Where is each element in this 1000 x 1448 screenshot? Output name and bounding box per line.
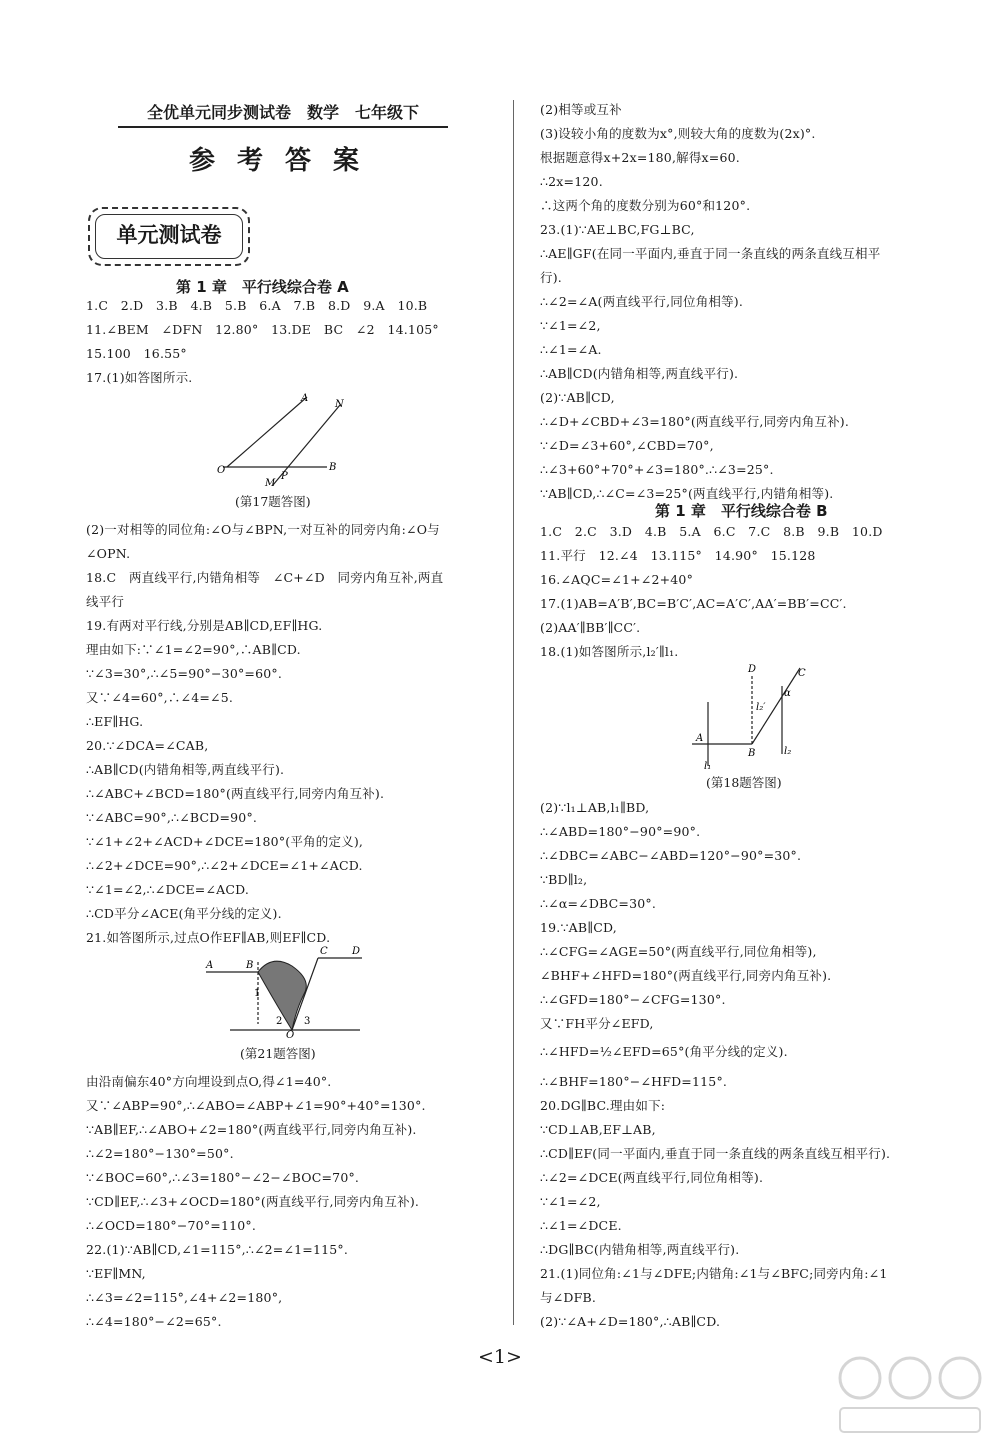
right-col-line: ∵∠1=∠2, [540,1194,601,1209]
right-col-line: ∴∠1=∠A. [540,342,602,357]
left-col-line: ∵∠ABC=90°,∴∠BCD=90°. [86,810,258,825]
fig18-label-b: B [748,748,756,759]
right-col-line: (3)设较小角的度数为x°,则较大角的度数为(2x)°. [540,126,816,141]
right-col-line: ∵CD⊥AB,EF⊥AB, [540,1122,656,1137]
right-col-line: 又∵FH平分∠EFD, [540,1016,654,1031]
right-col-line: ∴∠3+60°+70°+∠3=180°.∴∠3=25°. [540,462,774,477]
right-col-line: 18.(1)如答图所示,l₂′∥l₁. [540,644,679,659]
right-col-line: ∴∠BHF=180°−∠HFD=115°. [540,1074,728,1089]
left-col-line: 19.有两对平行线,分别是AB∥CD,EF∥HG. [86,618,323,633]
chapter-a-title: 第 1 章 平行线综合卷 A [176,278,349,296]
fig18-label-c: C [798,668,806,679]
right-col-line: 17.(1)AB=A′B′,BC=B′C′,AC=A′C′,AA′=BB′=CC′. [540,596,847,611]
fig17-label-m: M [265,478,276,488]
right-col-line: ∴∠2=∠DCE(两直线平行,同位角相等). [540,1170,764,1185]
figure-18-caption: (第18题答图) [706,775,782,790]
fig21-label-1: 1 [254,988,261,999]
fig21-label-c: C [320,946,328,957]
left-col-line: (2)一对相等的同位角:∠O与∠BPN,一对互补的同旁内角:∠O与 [86,522,440,537]
column-divider [513,100,514,1325]
fig18-label-l2: l₂ [784,746,792,757]
right-col-line: ∴∠HFD=½∠EFD=65°(角平分线的定义). [540,1044,788,1059]
series-title: 全优单元同步测试卷 数学 七年级下 [118,100,448,123]
left-col-line: ∠OPN. [86,546,131,561]
watermark-logo [836,1348,986,1438]
fig21-label-b: B [246,960,254,971]
right-col-line: 19.∵AB∥CD, [540,920,617,935]
fig17-label-p: P [281,471,288,482]
left-col-line: ∴CD平分∠ACE(角平分线的定义). [86,906,282,921]
left-col-line: ∴AB∥CD(内错角相等,两直线平行). [86,762,285,777]
fig17-label-b: B [329,462,337,473]
figure-21-caption: (第21题答图) [240,1046,316,1061]
figure-17-caption: (第17题答图) [235,494,311,509]
left-col-line: ∵EF∥MN, [86,1266,146,1281]
right-col-line: ∵∠1=∠2, [540,318,601,333]
fig18-label-alpha: α [784,688,791,699]
right-col-line: ∵AB∥CD,∴∠C=∠3=25°(两直线平行,内错角相等). [540,486,834,501]
left-col-line: 17.(1)如答图所示. [86,370,193,385]
fig21-label-a: A [206,960,214,971]
left-col-line: ∵CD∥EF,∴∠3+∠OCD=180°(两直线平行,同旁内角互补). [86,1194,420,1209]
left-col-line: 21.如答图所示,过点O作EF∥AB,则EF∥CD. [86,930,331,945]
fig18-label-l1: l₁ [704,761,712,770]
right-col-line: 20.DG∥BC.理由如下: [540,1098,666,1113]
left-col-line: ∴EF∥HG. [86,714,144,729]
fig17-label-o: O [217,465,226,476]
figure-21 [200,944,370,1038]
fig21-label-3: 3 [304,1016,311,1027]
left-col-line: 15.100 16.55° [86,346,187,361]
right-col-line: 16.∠AQC=∠1+∠2+40° [540,572,694,587]
left-col-line: ∴∠3=∠2=115°,∠4+∠2=180°, [86,1290,283,1305]
right-col-line: ∴∠1=∠DCE. [540,1218,622,1233]
section-label: 单元测试卷 [95,214,243,259]
right-col-line: ∴∠ABD=180°−90°=90°. [540,824,701,839]
right-col-line: 21.(1)同位角:∠1与∠DFE;内错角:∠1与∠BFC;同旁内角:∠1 [540,1266,888,1281]
page-title: 参考答案 [188,146,381,176]
left-col-line: 理由如下:∵∠1=∠2=90°,∴AB∥CD. [86,642,301,657]
right-col-line: (2)相等或互补 [540,102,622,117]
figure-17 [215,393,345,488]
left-col-line: ∴∠ABC+∠BCD=180°(两直线平行,同旁内角互补). [86,786,385,801]
fig21-label-d: D [352,946,361,957]
right-col-line: 根据题意得x+2x=180,解得x=60. [540,150,740,165]
right-col-line: ∴∠GFD=180°−∠CFG=130°. [540,992,726,1007]
right-col-line: ∠BHF+∠HFD=180°(两直线平行,同旁内角互补). [540,968,832,983]
left-col-line: ∵∠BOC=60°,∴∠3=180°−∠2−∠BOC=70°. [86,1170,360,1185]
left-col-line: 又∵∠4=60°,∴∠4=∠5. [86,690,234,705]
right-col-line: ∵∠D=∠3+60°,∠CBD=70°, [540,438,714,453]
left-col-line: 11.∠BEM ∠DFN 12.80° 13.DE BC ∠2 14.105° [86,322,439,337]
right-col-line: ∴∠D+∠CBD+∠3=180°(两直线平行,同旁内角互补). [540,414,850,429]
right-col-line: ∴CD∥EF(同一平面内,垂直于同一条直线的两条直线互相平行). [540,1146,891,1161]
right-col-line: ∵BD∥l₂, [540,872,588,887]
right-col-line: 1.C 2.C 3.D 4.B 5.A 6.C 7.C 8.B 9.B 10.D [540,524,883,539]
left-col-line: ∴∠4=180°−∠2=65°. [86,1314,222,1329]
left-col-line: ∴∠2+∠DCE=90°,∴∠2+∠DCE=∠1+∠ACD. [86,858,363,873]
right-col-line: ∴2x=120. [540,174,603,189]
right-col-line: (2)∵∠A+∠D=180°,∴AB∥CD. [540,1314,721,1329]
right-col-line: ∴∠2=∠A(两直线平行,同位角相等). [540,294,744,309]
right-col-line: ∴这两个角的度数分别为60°和120°. [540,198,751,213]
fig17-label-n: N [335,399,344,410]
right-col-line: ∴∠CFG=∠AGE=50°(两直线平行,同位角相等), [540,944,817,959]
fig18-label-d: D [748,664,757,675]
right-col-line: ∴∠DBC=∠ABC−∠ABD=120°−90°=30°. [540,848,802,863]
left-col-line: 线平行 [86,594,125,609]
left-col-line: 20.∵∠DCA=∠CAB, [86,738,209,753]
left-col-line: 18.C 两直线平行,内错角相等 ∠C+∠D 同旁内角互补,两直 [86,570,444,585]
right-col-line: (2)∵AB∥CD, [540,390,615,405]
fig18-label-l2prime: l₂′ [756,702,766,713]
left-col-line: ∴∠OCD=180°−70°=110°. [86,1218,257,1233]
left-col-line: ∵∠1=∠2,∴∠DCE=∠ACD. [86,882,250,897]
chapter-b-title: 第 1 章 平行线综合卷 B [655,502,828,520]
fig17-label-a: A [301,393,309,404]
left-col-line: 又∵∠ABP=90°,∴∠ABO=∠ABP+∠1=90°+40°=130°. [86,1098,426,1113]
left-col-line: 由沿南偏东40°方向埋设到点O,得∠1=40°. [86,1074,332,1089]
left-col-line: ∵∠1+∠2+∠ACD+∠DCE=180°(平角的定义), [86,834,364,849]
section-label-box [88,207,250,266]
left-col-line: ∵AB∥EF,∴∠ABO+∠2=180°(两直线平行,同旁内角互补). [86,1122,417,1137]
page-number: <1> [478,1346,522,1368]
fig21-label-o: O [286,1030,295,1038]
figure-18 [688,662,808,770]
right-col-line: 与∠DFB. [540,1290,597,1305]
right-col-line: 行). [540,270,562,285]
left-col-line: ∵∠3=30°,∴∠5=90°−30°=60°. [86,666,283,681]
fig21-label-2: 2 [276,1016,283,1027]
left-col-line: ∴∠2=180°−130°=50°. [86,1146,234,1161]
left-col-line: 1.C 2.D 3.B 4.B 5.B 6.A 7.B 8.D 9.A 10.B [86,298,428,313]
left-col-line: 22.(1)∵AB∥CD,∠1=115°,∴∠2=∠1=115°. [86,1242,349,1257]
right-col-line: ∴∠α=∠DBC=30°. [540,896,657,911]
right-col-line: (2)∵l₁⊥AB,l₁∥BD, [540,800,650,815]
right-col-line: ∴AB∥CD(内错角相等,两直线平行). [540,366,739,381]
right-col-line: ∴DG∥BC(内错角相等,两直线平行). [540,1242,740,1257]
fig18-label-a: A [696,733,704,744]
right-col-line: 11.平行 12.∠4 13.115° 14.90° 15.128 [540,548,816,563]
right-col-line: 23.(1)∵AE⊥BC,FG⊥BC, [540,222,695,237]
right-col-line: (2)AA′∥BB′∥CC′. [540,620,641,635]
right-col-line: ∴AE∥GF(在同一平面内,垂直于同一条直线的两条直线互相平 [540,246,881,261]
